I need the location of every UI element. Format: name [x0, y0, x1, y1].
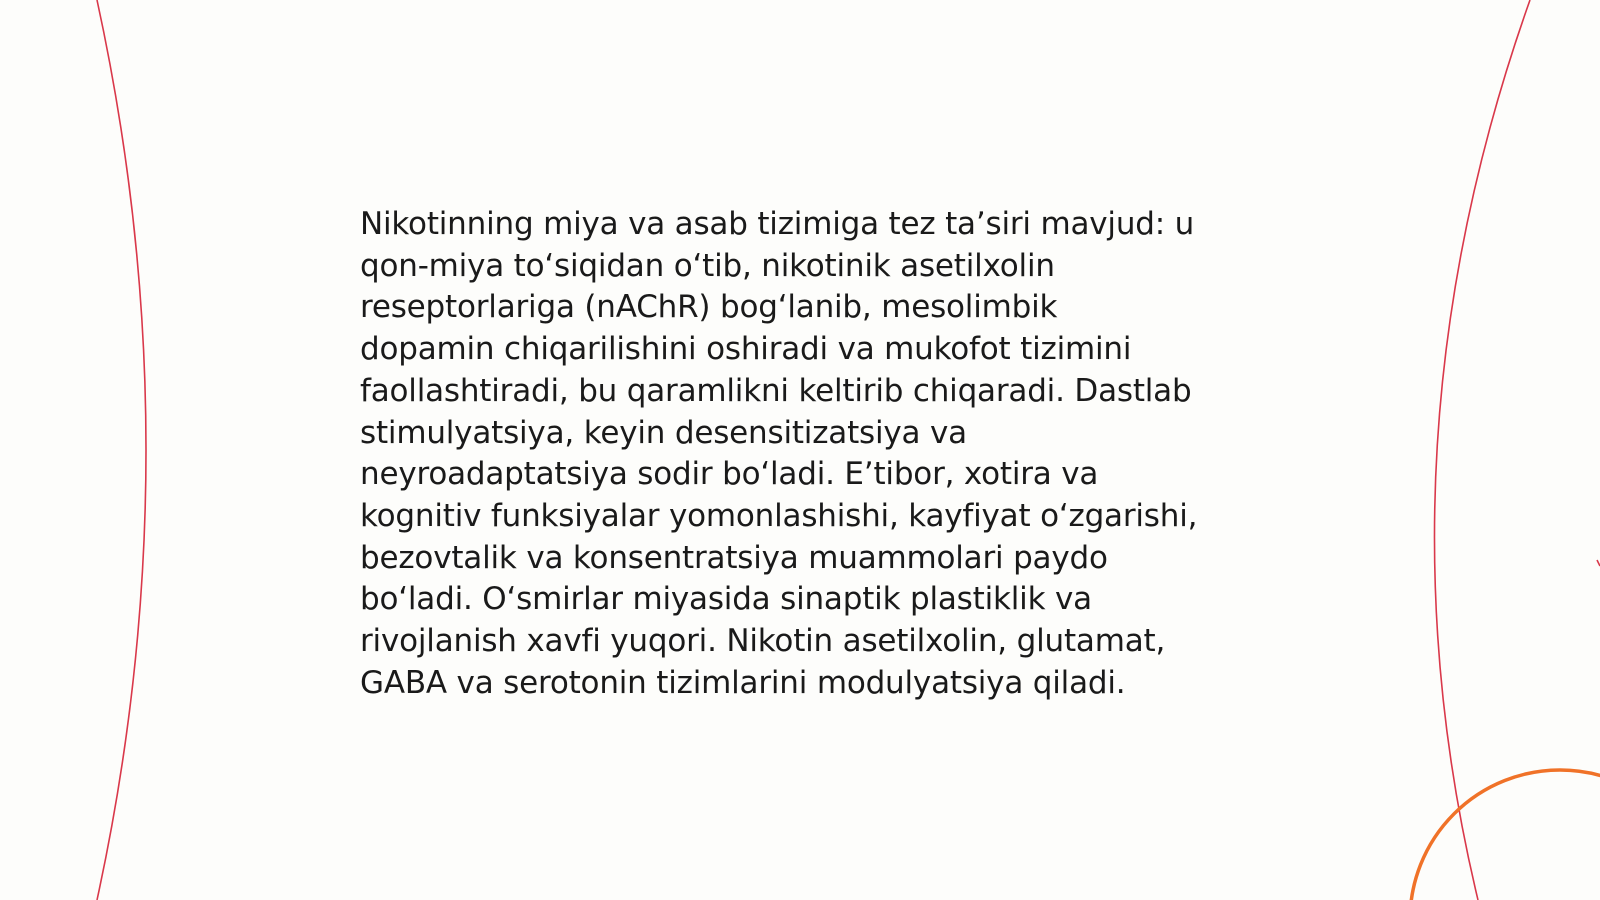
left-curve-decoration [97, 0, 146, 900]
paragraph-line: neyroadaptatsiya sodir boʻladi. Eʼtibor, xotira va [360, 456, 1099, 493]
paragraph-line: kognitiv funksiyalar yomonlashishi, kayfiyat oʻzgarishi, [360, 497, 1198, 534]
paragraph-line: reseptorlariga (nAChR) bogʻlanib, mesolimbik [360, 289, 1058, 326]
right-curve-decoration [1434, 0, 1530, 900]
paragraph-line: GABA va serotonin tizimlarini modulyatsiya qiladi. [360, 664, 1126, 701]
paragraph-line: dopamin chiqarilishini oshiradi va mukofot tizimini [360, 331, 1132, 368]
paragraph-line: stimulyatsiya, keyin desensitizatsiya va [360, 414, 967, 451]
paragraph-line: Nikotinning miya va asab tizimiga tez taʼsiri mavjud: u [360, 206, 1195, 242]
orange-circle-decoration [1410, 770, 1600, 900]
paragraph-line: bezovtalik va konsentratsiya muammolari paydo [360, 539, 1108, 576]
paragraph-line: boʻladi. Oʻsmirlar miyasida sinaptik plastiklik va [360, 581, 1092, 618]
paragraph-line: faollashtiradi, bu qaramlikni keltirib chiqaradi. Dastlab [360, 372, 1192, 409]
main-paragraph [360, 204, 1250, 704]
paragraph-line: qon-miya toʻsiqidan oʻtib, nikotinik asetilxolin [360, 247, 1055, 284]
paragraph-line: rivojlanish xavfi yuqori. Nikotin asetilxolin, glutamat, [360, 623, 1166, 660]
